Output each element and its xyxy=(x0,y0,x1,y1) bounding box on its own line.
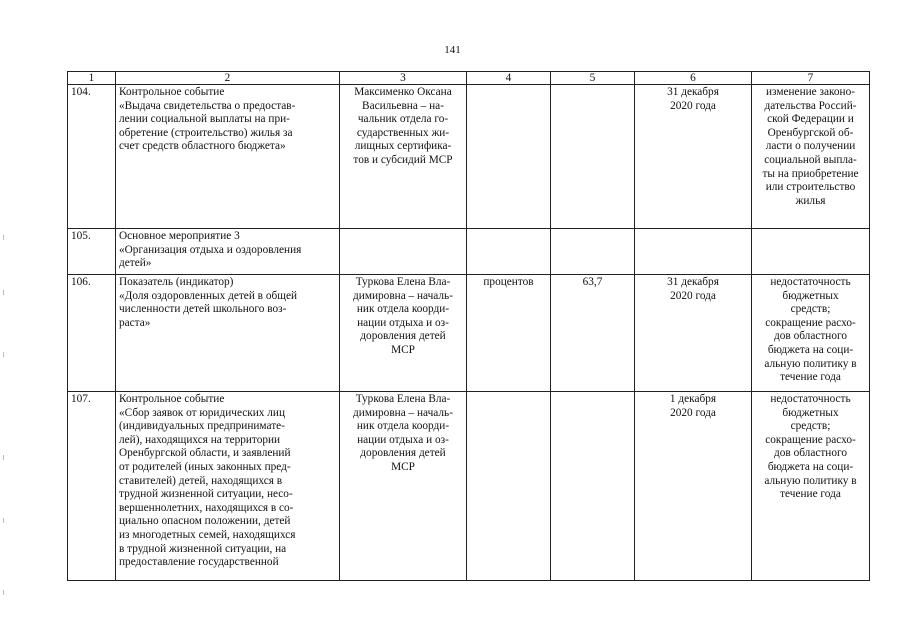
responsible-cell xyxy=(340,392,467,581)
event-name-line: в трудной жизненной ситуации, на xyxy=(119,542,287,555)
event-name-line: «Доля оздоровленных детей в общей xyxy=(119,289,297,302)
responsible-line: МСР xyxy=(391,460,415,473)
responsible-line: тов и субсидий МСР xyxy=(353,153,453,166)
deadline-line: 31 декабря xyxy=(667,276,719,288)
responsible-line: МСР xyxy=(391,343,415,356)
event-name-line: ставителей) детей, находящихся в xyxy=(119,474,283,487)
scan-mark xyxy=(3,352,4,357)
column-header: 5 xyxy=(551,72,635,85)
event-name-line: Основное мероприятие 3 xyxy=(119,230,240,242)
event-name-cell xyxy=(116,392,340,581)
event-name-line: «Организация отдыха и оздоровления xyxy=(119,243,302,256)
responsible-cell xyxy=(340,85,467,229)
deadline-line: 1 декабря xyxy=(669,393,717,405)
risk-line: альную политику в xyxy=(764,357,857,370)
event-name-line: Контрольное событие xyxy=(119,393,225,405)
event-name-line: счет средств областного бюджета» xyxy=(119,140,286,153)
column-header: 7 xyxy=(752,72,870,85)
column-header: 1 xyxy=(68,72,116,85)
event-name-cell xyxy=(116,229,340,275)
risk-line: дательства Россий- xyxy=(764,99,857,112)
responsible-line: нации отдыха и оз- xyxy=(357,316,449,329)
deadline-line: 2020 года xyxy=(670,99,716,112)
scan-mark xyxy=(3,235,4,240)
event-name-line: лей), находящихся на территории xyxy=(119,433,281,446)
scan-mark xyxy=(3,290,4,295)
row-number: 107. xyxy=(68,392,116,581)
scan-mark xyxy=(3,455,4,460)
risk-line: социальной выпла- xyxy=(764,153,857,166)
responsible-line: доровления детей xyxy=(360,330,446,343)
event-name-line: раста» xyxy=(119,316,151,329)
responsible-line: сударственных жи- xyxy=(356,126,450,139)
responsible-line: ник отдела коорди- xyxy=(356,420,450,433)
table-row xyxy=(68,392,870,581)
responsible-line: Максименко Оксана xyxy=(354,86,452,98)
risk-line: недостаточность xyxy=(770,276,851,288)
responsible-line: лищных сертифика- xyxy=(354,140,452,153)
event-name-line: Показатель (индикатор) xyxy=(119,276,234,288)
column-header: 6 xyxy=(635,72,752,85)
risk-line: жилья xyxy=(795,194,826,207)
responsible-cell xyxy=(340,275,467,392)
risk-line: ласти о получении xyxy=(765,140,856,153)
row-number: 105. xyxy=(68,229,116,275)
deadline-cell xyxy=(635,275,752,392)
value-cell: 63,7 xyxy=(551,275,635,392)
responsible-line: Васильевна – на- xyxy=(362,99,444,112)
column-header: 4 xyxy=(467,72,551,85)
risk-line: альную политику в xyxy=(764,474,857,487)
event-name-line: обретение (строительство) жилья за xyxy=(119,126,293,139)
responsible-line: димировна – началь- xyxy=(353,289,453,302)
deadline-cell xyxy=(635,392,752,581)
risk-cell xyxy=(752,392,870,581)
event-name-cell xyxy=(116,275,340,392)
risk-line: сокращение расхо- xyxy=(765,433,856,446)
event-name-line: трудной жизненной ситуации, несо- xyxy=(119,488,293,501)
value-cell xyxy=(551,85,635,229)
event-name-line: Контрольное событие xyxy=(119,86,225,98)
unit-cell xyxy=(467,392,551,581)
event-name-line: циально опасном положении, детей xyxy=(119,515,291,528)
risk-line: дов областного xyxy=(774,330,847,343)
risk-line: или строительство xyxy=(765,181,856,194)
risk-line: течение года xyxy=(780,488,841,501)
plan-table xyxy=(67,71,870,581)
risk-line: бюджетных xyxy=(782,289,839,302)
event-name-line: «Сбор заявок от юридических лиц xyxy=(119,406,285,419)
value-cell xyxy=(551,229,635,275)
page-number: 141 xyxy=(444,44,461,56)
event-name-line: от родителей (иных законных пред- xyxy=(119,460,291,473)
responsible-line: Туркова Елена Вла- xyxy=(355,393,451,405)
unit-cell xyxy=(467,85,551,229)
event-name-line: вершеннолетних, находящихся в со- xyxy=(119,501,294,514)
risk-line: ской Федерации и xyxy=(767,113,854,126)
risk-cell xyxy=(752,229,870,275)
value-cell xyxy=(551,392,635,581)
row-number: 104. xyxy=(68,85,116,229)
deadline-cell xyxy=(635,85,752,229)
event-name-line: из многодетных семей, находящихся xyxy=(119,528,296,541)
risk-line: ты на приобретение xyxy=(762,167,859,180)
responsible-line: Туркова Елена Вла- xyxy=(355,276,451,288)
responsible-line: доровления детей xyxy=(360,447,446,460)
responsible-cell xyxy=(340,229,467,275)
column-number-row xyxy=(68,72,870,85)
deadline-line: 31 декабря xyxy=(667,86,719,98)
risk-line: средств; xyxy=(790,420,831,433)
event-name-line: «Выдача свидетельства о предостав- xyxy=(119,99,296,112)
risk-cell xyxy=(752,275,870,392)
event-name-cell xyxy=(116,85,340,229)
event-name-line: (индивидуальных предпринимате- xyxy=(119,420,285,433)
risk-cell xyxy=(752,85,870,229)
responsible-line: ник отдела коорди- xyxy=(356,303,450,316)
responsible-line: нации отдыха и оз- xyxy=(357,433,449,446)
scan-mark xyxy=(3,590,4,595)
deadline-line: 2020 года xyxy=(670,406,716,419)
deadline-line: 2020 года xyxy=(670,289,716,302)
column-header: 2 xyxy=(116,72,340,85)
event-name-line: детей» xyxy=(119,257,152,270)
risk-line: средств; xyxy=(790,303,831,316)
event-name-line: предоставление государственной xyxy=(119,556,279,569)
scan-mark xyxy=(3,518,4,523)
risk-line: бюджета на соци- xyxy=(767,460,854,473)
table-row xyxy=(68,229,870,275)
table-row xyxy=(68,275,870,392)
responsible-line: димировна – началь- xyxy=(353,406,453,419)
row-number: 106. xyxy=(68,275,116,392)
event-name-line: лении социальной выплаты на при- xyxy=(119,113,290,126)
risk-line: сокращение расхо- xyxy=(765,316,856,329)
responsible-line: чальник отдела го- xyxy=(357,113,449,126)
risk-line: течение года xyxy=(780,371,841,384)
unit-cell: процентов xyxy=(467,275,551,392)
table-row xyxy=(68,85,870,229)
risk-line: дов областного xyxy=(774,447,847,460)
deadline-cell xyxy=(635,229,752,275)
risk-line: недостаточность xyxy=(770,393,851,405)
event-name-line: Оренбургской области, и заявлений xyxy=(119,447,291,460)
risk-line: бюджетных xyxy=(782,406,839,419)
event-name-line: численности детей школьного воз- xyxy=(119,303,287,316)
risk-line: изменение законо- xyxy=(766,86,855,98)
column-header: 3 xyxy=(340,72,467,85)
risk-line: бюджета на соци- xyxy=(767,343,854,356)
unit-cell xyxy=(467,229,551,275)
risk-line: Оренбургской об- xyxy=(767,126,854,139)
